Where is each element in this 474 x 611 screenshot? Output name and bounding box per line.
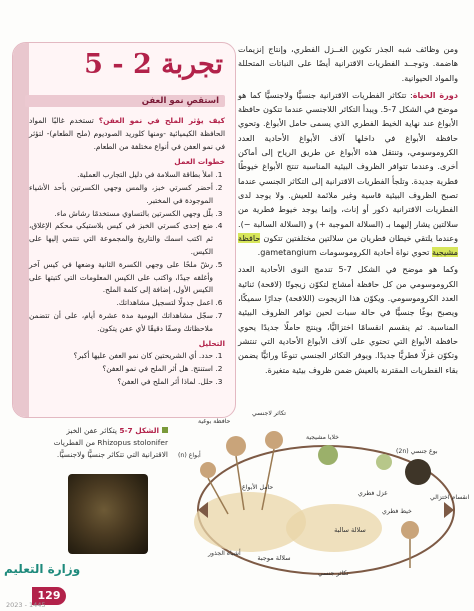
life-cycle-body: : تتكاثر الفطريات الاقترانية جنسيًّا ولاجنسيًّا كما هو موضح في الشكل 7-5. ويبدأ التكاثر اللاجنسي عندما تتكون حافظة الأبواغ عند نهاية الخيط الفطري الذي يسمى حامل الأبواغ. وتحوي حافظة الأبواغ في داخلها آلاف الأبواغ الأحادية العدد الكروموسومي، وتنتقل هذه الأبواغ عن طريق الرياح إلى أماكن أخرى. وعندما تتوافر الظروف البيئية المناسبة تنتج الأبواغ خيوطًا فطرية جديدة. وتلجأ الفطريات الاقترانية إلى التكاثر الجنسي عندما تصبح الظروف البيئية قاسية وغير ملائمة للعيش. ولا يوجد لدى الفطريات الاقترانية ذكور أو إناث، وإنما يوجد خيوط فطرية من سلالتين يشار إليهما بـ (السلالة الموجبة +) و (السلالة السالبة −). وعندما يلتقي خيطان فطريان من سلالتين مختلفتين تتكون xyxy=(238,89,458,243)
gametangium-highlight: حافظة مشيجية xyxy=(238,232,458,258)
sporangium-shape xyxy=(200,462,216,478)
page-footer xyxy=(0,584,474,611)
steps-heading: خطوات العمل xyxy=(174,157,225,167)
arrow-head-icon xyxy=(444,502,454,518)
paragraph-life-cycle xyxy=(238,88,458,260)
step-item: 7. سجّل مشاهداتك اليومية مدة عشرة أيام، على أن تتضمن ملاحظاتك وصفًا دقيقًا لأي عفن يتكون. xyxy=(29,310,213,336)
analysis-list xyxy=(29,350,225,388)
experiment-subtitle: استقصِ نمو العفن xyxy=(25,95,225,107)
step-item: 2. أحضر كسرتي خبز، والمس وجهي الكسرتين بأحد الأشياء الموجودة في المختبر. xyxy=(29,182,213,208)
experiment-question: كيف يؤثر الملح في نمو العفن؟ xyxy=(98,116,225,125)
sporangium-shape xyxy=(226,436,246,456)
sporangium-shape xyxy=(265,431,283,449)
analysis-heading: التحليل xyxy=(198,338,225,348)
caption-bullet-icon xyxy=(162,427,168,433)
label-sporangium: حافظة بوغية xyxy=(198,418,231,425)
analysis-item: 3. حلل. لماذا أثر الملح في العفن؟ xyxy=(29,376,213,389)
paragraph-sexual-reproduction: وكما هو موضح في الشكل 7-5 تندمج النوى الأحادية العدد الكروموسومي من كل حافظة أمشاج لتكوّن زيجوتًا (لاقحة) ثنائية العدد الكروموسومي. ويكوّن هذا الزيجوت (اللاقحة) جدارًا سميكًا، ويصبح بوغًا جنسيًّا في حالة سبات لحين توافر الظروف البيئية المناسبة. ثم ينقسم انقسامًا اختزاليًّا، وينتج حاملًا جديدًا يحوي حافظة الأبواغ التي تحتوي على آلاف الأبواغ الأحادية التي تنتشر وتكوّن غزلًا فطريًّا جديدًا. ويوفر التكاثر الجنسي تنوعًا وراثيًّا يضمن بقاء الفطريات المقترنة بالعيش ضمن ظروف بيئية متغيرة. xyxy=(238,264,458,375)
life-cycle-diagram xyxy=(178,410,468,586)
experiment-panel xyxy=(12,42,236,418)
plus-label: سلالة موجبة xyxy=(257,554,291,562)
label-hypha: خيط فطري xyxy=(382,508,412,515)
label-meiosis: انقسام اختزالي xyxy=(430,494,470,501)
experiment-intro-text: تستخدم غالبًا المواد الحافظة الكيميائية -ومنها كلوريد الصوديوم (ملح الطعام)- لتؤثر في نمو العفن في أنواع مختلفة من الطعام. xyxy=(29,116,225,151)
label-stalk: حامل الأبواغ xyxy=(242,484,274,491)
label-mycelium: غزل فطري xyxy=(358,490,388,497)
life-cycle-heading: دورة الحياة xyxy=(412,89,458,100)
gametangia-shape xyxy=(318,445,338,465)
analysis-item: 1. حدد. أي الشريحتين كان نمو العفن عليها أكبر؟ xyxy=(29,350,213,363)
step-item: 3. بلّل وجهي الكسرتين بالتساوي مستخدمًا رشاش ماء. xyxy=(29,208,213,221)
zygospore-shape xyxy=(405,459,431,485)
step-item: 6. اعمل جدولًا لتسجيل مشاهداتك. xyxy=(29,297,213,310)
label-gametangia: خلايا مشيجية xyxy=(306,434,339,441)
label-zygospore: بوغ جنسي (2n) xyxy=(396,448,438,455)
gametangia-shape xyxy=(376,454,392,470)
main-text-column xyxy=(238,42,458,377)
label-rhizoids: أشباه الجذور xyxy=(208,550,241,557)
experiment-title: تجربة 2 - 5 xyxy=(84,49,223,80)
ministry-logo: وزارة التعليم xyxy=(4,562,81,576)
experiment-intro xyxy=(29,115,225,153)
figure-caption xyxy=(52,425,168,461)
label-asexual: تكاثر لاجنسي xyxy=(252,410,287,417)
page-number: 129 xyxy=(32,587,66,605)
label-spores: أبواغ (n) xyxy=(178,452,201,459)
figure-caption-text: يتكاثر عفن الخبز Rhizopus stolonifer من الفطريات الاقترانية التي تتكاثر جنسيًّا ولاجنسيًّا. xyxy=(53,426,168,459)
minus-label: سلالة سالبة xyxy=(334,526,366,534)
label-sexual: تكاثر جنسي xyxy=(318,570,349,577)
analysis-item: 2. استنتج. هل أثر الملح في نمو العفن؟ xyxy=(29,363,213,376)
step-item: 1. املأ بطاقة السلامة في دليل التجارب العملية. xyxy=(29,169,213,182)
life-cycle-tail: تحوي نواة أحادية الكروموسومات gametangium. xyxy=(257,247,430,258)
sporangium-shape xyxy=(401,521,419,539)
edition-year: 2023 - 1445 xyxy=(6,601,46,609)
experiment-body xyxy=(29,115,225,389)
bread-mold-photo xyxy=(68,474,148,554)
figure-number: الشكل 7-5 xyxy=(119,426,159,435)
step-item: 5. رشّ ملحًا على وجهي الكسرة الثانية وضعها في كيس آخر وأغلقه جيدًا، واكتب على الكيس المعلومات التي كتبتها على الكيس الأول، إضافة إلى كلمة الملح. xyxy=(29,259,213,297)
steps-list xyxy=(29,169,225,335)
paragraph-functions: ومن وظائف شبه الجذر تكوين الغــزل الفطري، وإنتاج إنزيمات هاضمة. وتوجــد الفطريات الاقترانية أيضًا على النباتات المتحللة والمواد الحيوانية. xyxy=(238,44,458,83)
step-item: 4. ضع إحدى كسرتي الخبز في كيس بلاستيكي محكم الإغلاق، ثم اكتب اسمك والتاريخ والمجموعة التي تنتمي إليها على الكيس. xyxy=(29,220,213,258)
